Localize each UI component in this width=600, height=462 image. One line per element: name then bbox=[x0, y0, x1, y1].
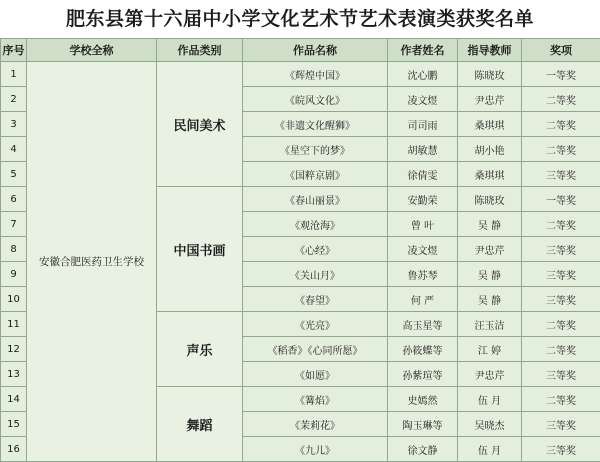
teacher-name: 陈晓玫 bbox=[458, 62, 522, 87]
teacher-name: 江 婷 bbox=[458, 337, 522, 362]
category-cell: 声乐 bbox=[157, 312, 243, 387]
category-cell: 中国书画 bbox=[157, 187, 243, 312]
row-no: 6 bbox=[1, 187, 27, 212]
author-name: 凌文煜 bbox=[388, 87, 458, 112]
work-title: 《国粹京剧》 bbox=[243, 162, 388, 187]
award-level: 二等奖 bbox=[522, 212, 600, 237]
school-cell: 安徽合肥医药卫生学校 bbox=[27, 62, 157, 462]
header-no: 序号 bbox=[1, 39, 27, 62]
work-title: 《如愿》 bbox=[243, 362, 388, 387]
row-no: 4 bbox=[1, 137, 27, 162]
award-level: 二等奖 bbox=[522, 112, 600, 137]
teacher-name: 陈晓玫 bbox=[458, 187, 522, 212]
header-school: 学校全称 bbox=[27, 39, 157, 62]
row-no: 15 bbox=[1, 412, 27, 437]
row-no: 16 bbox=[1, 437, 27, 462]
page-title: 肥东县第十六届中小学文化艺术节艺术表演类获奖名单 bbox=[65, 8, 534, 30]
work-title: 《观沧海》 bbox=[243, 212, 388, 237]
author-name: 陶玉琳等 bbox=[388, 412, 458, 437]
work-title: 《稻香》《心同所愿》 bbox=[243, 337, 388, 362]
row-no: 3 bbox=[1, 112, 27, 137]
header-work: 作品名称 bbox=[243, 39, 388, 62]
author-name: 孙筱蝶等 bbox=[388, 337, 458, 362]
teacher-name: 吴晓杰 bbox=[458, 412, 522, 437]
row-no: 13 bbox=[1, 362, 27, 387]
work-title: 《皖风文化》 bbox=[243, 87, 388, 112]
row-no: 9 bbox=[1, 262, 27, 287]
author-name: 何 严 bbox=[388, 287, 458, 312]
teacher-name: 桑琪琪 bbox=[458, 112, 522, 137]
row-no: 12 bbox=[1, 337, 27, 362]
award-level: 一等奖 bbox=[522, 62, 600, 87]
row-no: 14 bbox=[1, 387, 27, 412]
row-no: 11 bbox=[1, 312, 27, 337]
author-name: 史嫣然 bbox=[388, 387, 458, 412]
award-level: 三等奖 bbox=[522, 262, 600, 287]
author-name: 司司雨 bbox=[388, 112, 458, 137]
row-no: 7 bbox=[1, 212, 27, 237]
author-name: 曾 叶 bbox=[388, 212, 458, 237]
author-name: 沈心鹏 bbox=[388, 62, 458, 87]
award-level: 二等奖 bbox=[522, 87, 600, 112]
award-table bbox=[0, 38, 600, 462]
header-category: 作品类别 bbox=[157, 39, 243, 62]
work-title: 《春望》 bbox=[243, 287, 388, 312]
work-title: 《茉莉花》 bbox=[243, 412, 388, 437]
teacher-name: 伍 月 bbox=[458, 437, 522, 462]
teacher-name: 桑琪琪 bbox=[458, 162, 522, 187]
header-award: 奖项 bbox=[522, 39, 600, 62]
work-title: 《篝焰》 bbox=[243, 387, 388, 412]
author-name: 安勤荣 bbox=[388, 187, 458, 212]
author-name: 鲁苏琴 bbox=[388, 262, 458, 287]
award-level: 二等奖 bbox=[522, 312, 600, 337]
award-level: 一等奖 bbox=[522, 187, 600, 212]
award-level: 三等奖 bbox=[522, 437, 600, 462]
work-title: 《光亮》 bbox=[243, 312, 388, 337]
work-title: 《春山丽景》 bbox=[243, 187, 388, 212]
teacher-name: 胡小艳 bbox=[458, 137, 522, 162]
header-author: 作者姓名 bbox=[388, 39, 458, 62]
teacher-name: 汪玉洁 bbox=[458, 312, 522, 337]
row-no: 5 bbox=[1, 162, 27, 187]
award-level: 三等奖 bbox=[522, 162, 600, 187]
teacher-name: 吴 静 bbox=[458, 262, 522, 287]
teacher-name: 吴 静 bbox=[458, 287, 522, 312]
category-cell: 民间美术 bbox=[157, 62, 243, 187]
teacher-name: 伍 月 bbox=[458, 387, 522, 412]
row-no: 1 bbox=[1, 62, 27, 87]
award-level: 二等奖 bbox=[522, 137, 600, 162]
work-title: 《辉煌中国》 bbox=[243, 62, 388, 87]
table-header bbox=[1, 39, 600, 62]
teacher-name: 尹忠芹 bbox=[458, 87, 522, 112]
row-no: 2 bbox=[1, 87, 27, 112]
teacher-name: 尹忠芹 bbox=[458, 362, 522, 387]
award-level: 三等奖 bbox=[522, 412, 600, 437]
author-name: 高玉星等 bbox=[388, 312, 458, 337]
work-title: 《关山月》 bbox=[243, 262, 388, 287]
award-level: 三等奖 bbox=[522, 362, 600, 387]
author-name: 凌文煜 bbox=[388, 237, 458, 262]
award-level: 二等奖 bbox=[522, 337, 600, 362]
author-name: 徐倩雯 bbox=[388, 162, 458, 187]
work-title: 《非遗文化醒狮》 bbox=[243, 112, 388, 137]
header-teacher: 指导教师 bbox=[458, 39, 522, 62]
award-level: 二等奖 bbox=[522, 387, 600, 412]
work-title: 《九儿》 bbox=[243, 437, 388, 462]
author-name: 徐文静 bbox=[388, 437, 458, 462]
author-name: 胡敏慧 bbox=[388, 137, 458, 162]
table-row bbox=[1, 62, 600, 87]
row-no: 8 bbox=[1, 237, 27, 262]
author-name: 孙紫瑄等 bbox=[388, 362, 458, 387]
table-body bbox=[1, 62, 600, 462]
teacher-name: 尹忠芹 bbox=[458, 237, 522, 262]
teacher-name: 吴 静 bbox=[458, 212, 522, 237]
award-level: 三等奖 bbox=[522, 237, 600, 262]
work-title: 《心经》 bbox=[243, 237, 388, 262]
award-level: 三等奖 bbox=[522, 287, 600, 312]
work-title: 《星空下的梦》 bbox=[243, 137, 388, 162]
category-cell: 舞蹈 bbox=[157, 387, 243, 462]
row-no: 10 bbox=[1, 287, 27, 312]
